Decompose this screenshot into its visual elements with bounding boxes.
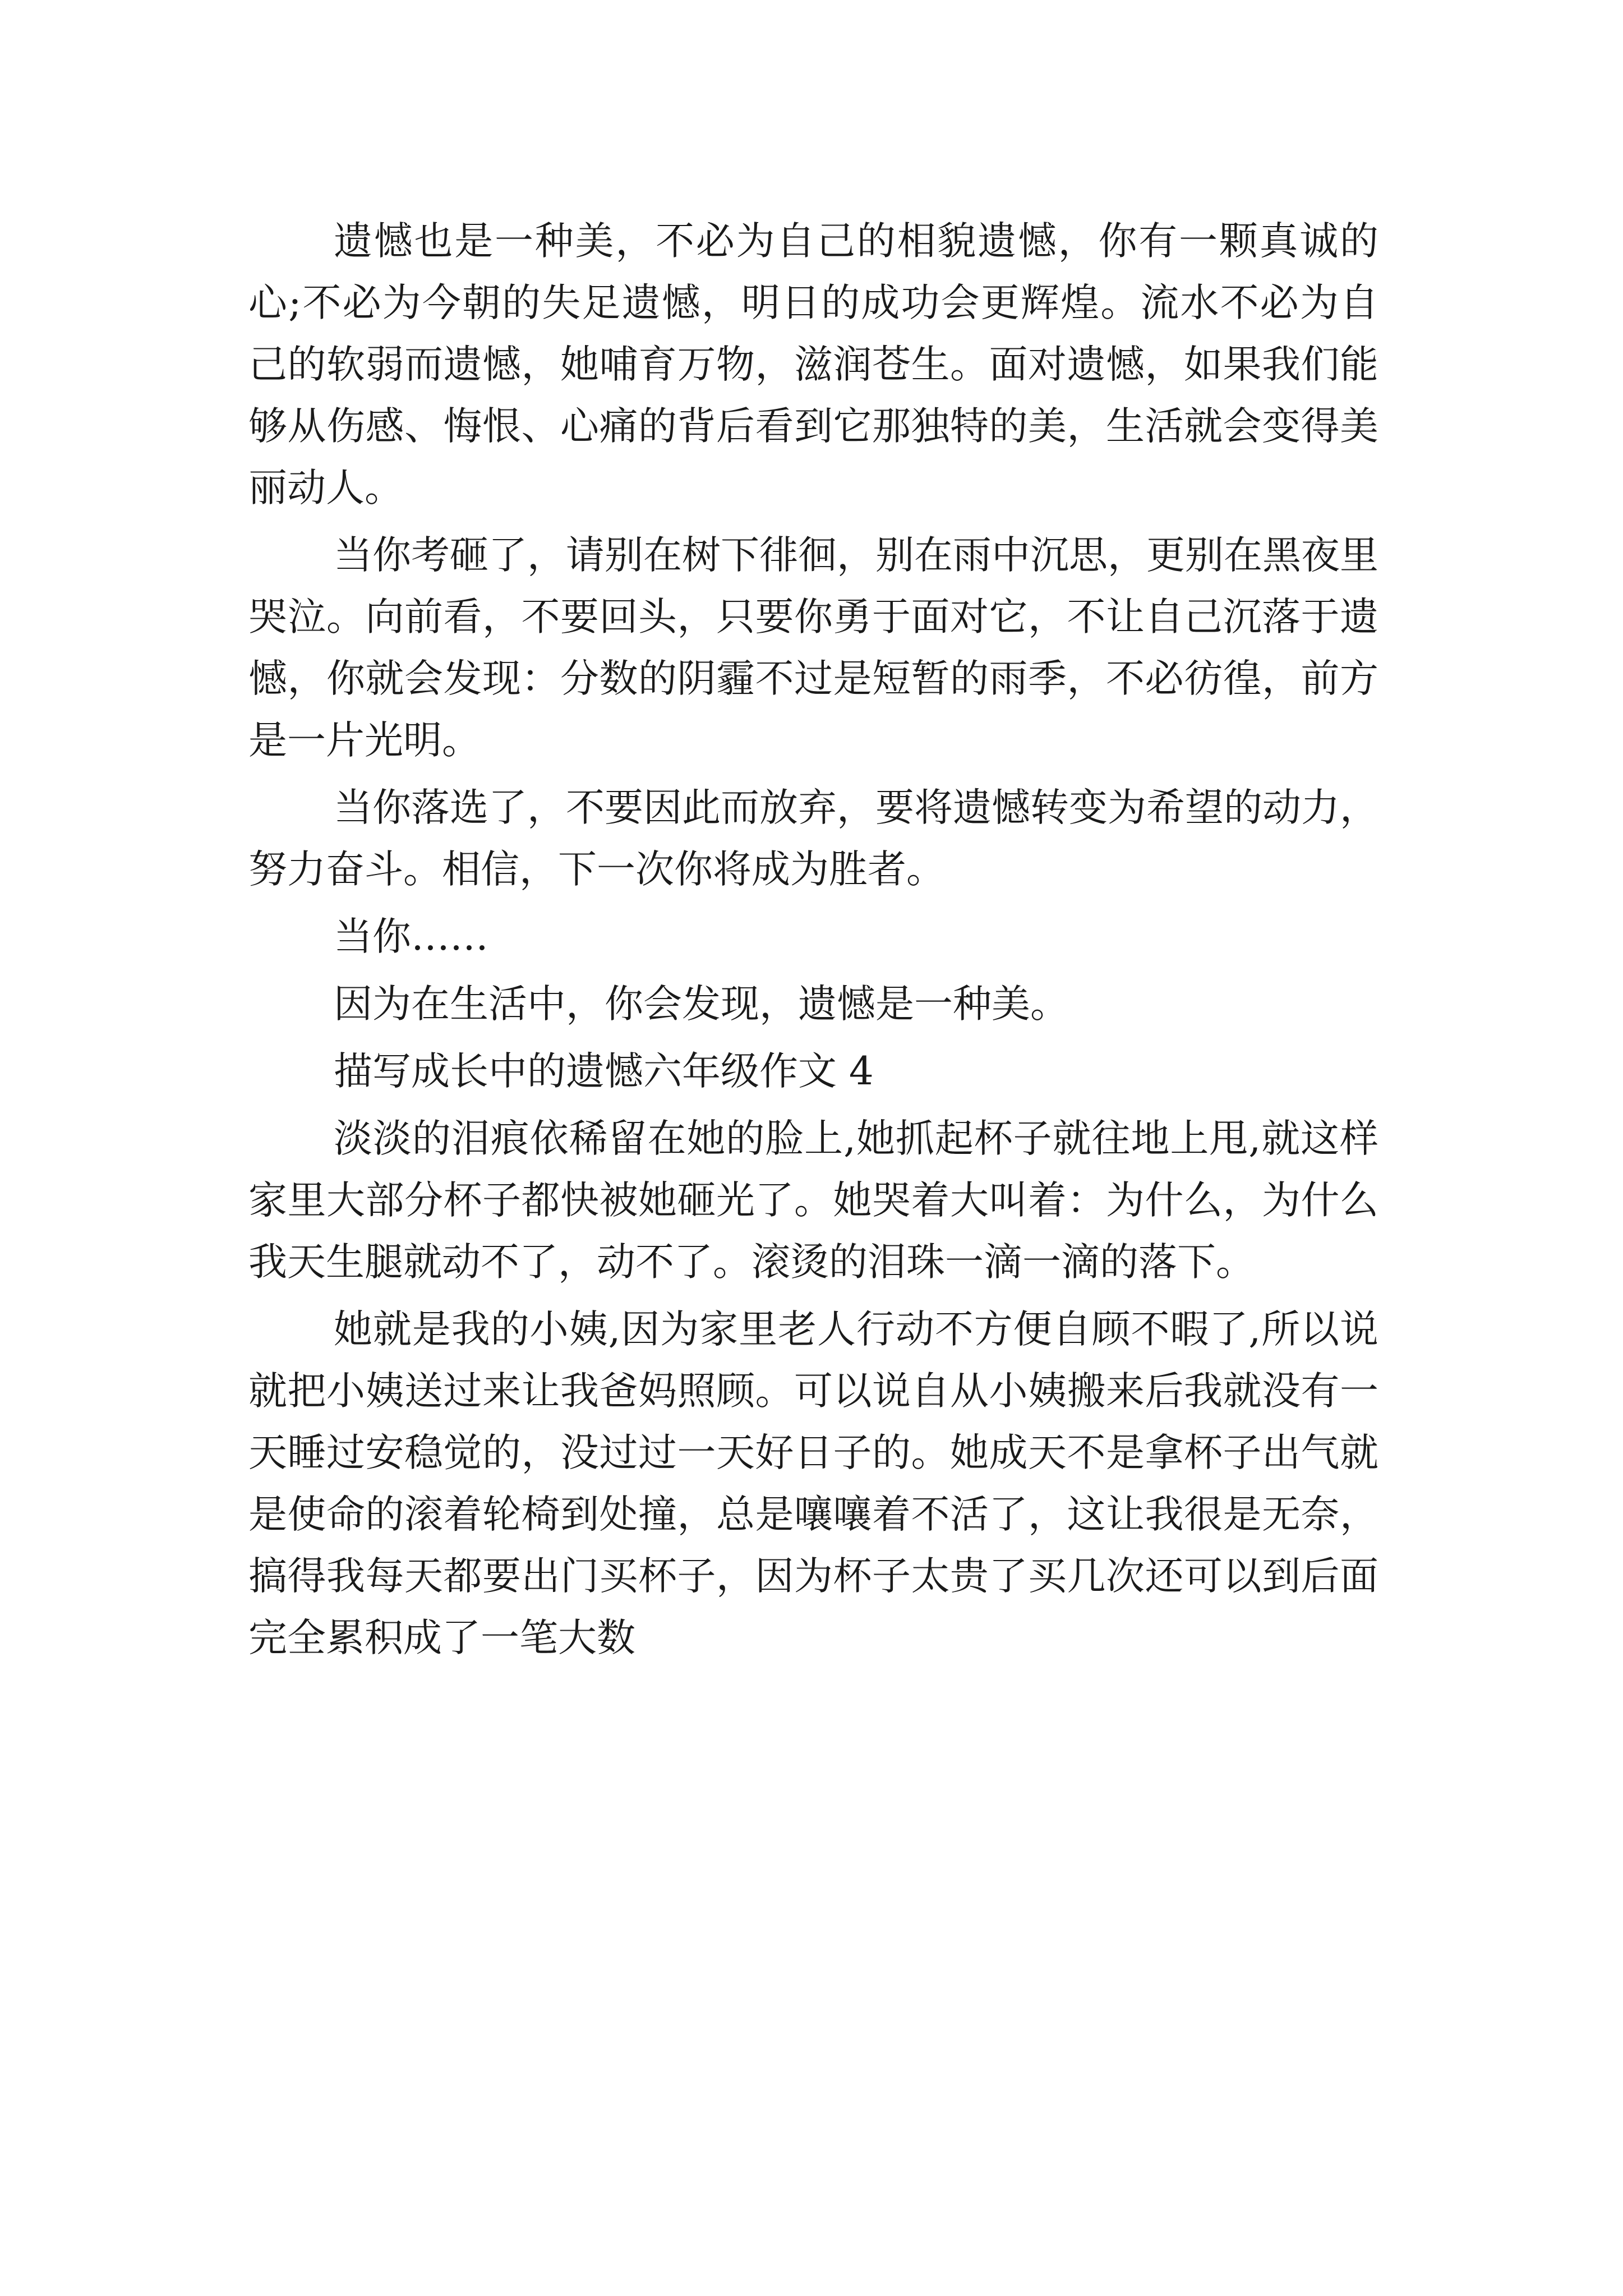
document-body: [248, 210, 1378, 1669]
paragraph: 因为在生活中，你会发现，遗憾是一种美。: [334, 982, 1069, 1027]
paragraph: 当你落选了，不要因此而放弃，要将遗憾转变为希望的动力，努力奋斗。相信，下一次你将成为胜者。: [248, 785, 1378, 892]
paragraph: 淡淡的泪痕依稀留在她的脸上,她抓起杯子就往地上甩,就这样家里大部分杯子都快被她砸光了。她哭着大叫着：为什么，为什么我天生腿就动不了，动不了。滚烫的泪珠一滴一滴的落下。: [248, 1116, 1378, 1285]
paragraph: 当你考砸了，请别在树下徘徊，别在雨中沉思，更别在黑夜里哭泣。向前看，不要回头，只要你勇于面对它，不让自己沉落于遗憾，你就会发现：分数的阴霾不过是短暂的雨季，不必彷徨，前方是一片光明。: [248, 533, 1378, 763]
paragraph: 当你……: [334, 914, 488, 959]
section-title: 描写成长中的遗憾六年级作文 4: [334, 1049, 874, 1094]
paragraph: 遗憾也是一种美，不必为自己的相貌遗憾，你有一颗真诚的心;不必为今朝的失足遗憾，明日的成功会更辉煌。流水不必为自己的软弱而遗憾，她哺育万物，滋润苍生。面对遗憾，如果我们能够从伤感、悔恨、心痛的背后看到它那独特的美，生活就会变得美丽动人。: [248, 219, 1378, 510]
paragraph: 她就是我的小姨,因为家里老人行动不方便自顾不暇了,所以说就把小姨送过来让我爸妈照顾。可以说自从小姨搬来后我就没有一天睡过安稳觉的，没过过一天好日子的。她成天不是拿杯子出气就是使命的滚着轮椅到处撞，总是嚷嚷着不活了，这让我很是无奈，搞得我每天都要出门买杯子，因为杯子太贵了买几次还可以到后面完全累积成了一笔大数: [248, 1307, 1378, 1660]
